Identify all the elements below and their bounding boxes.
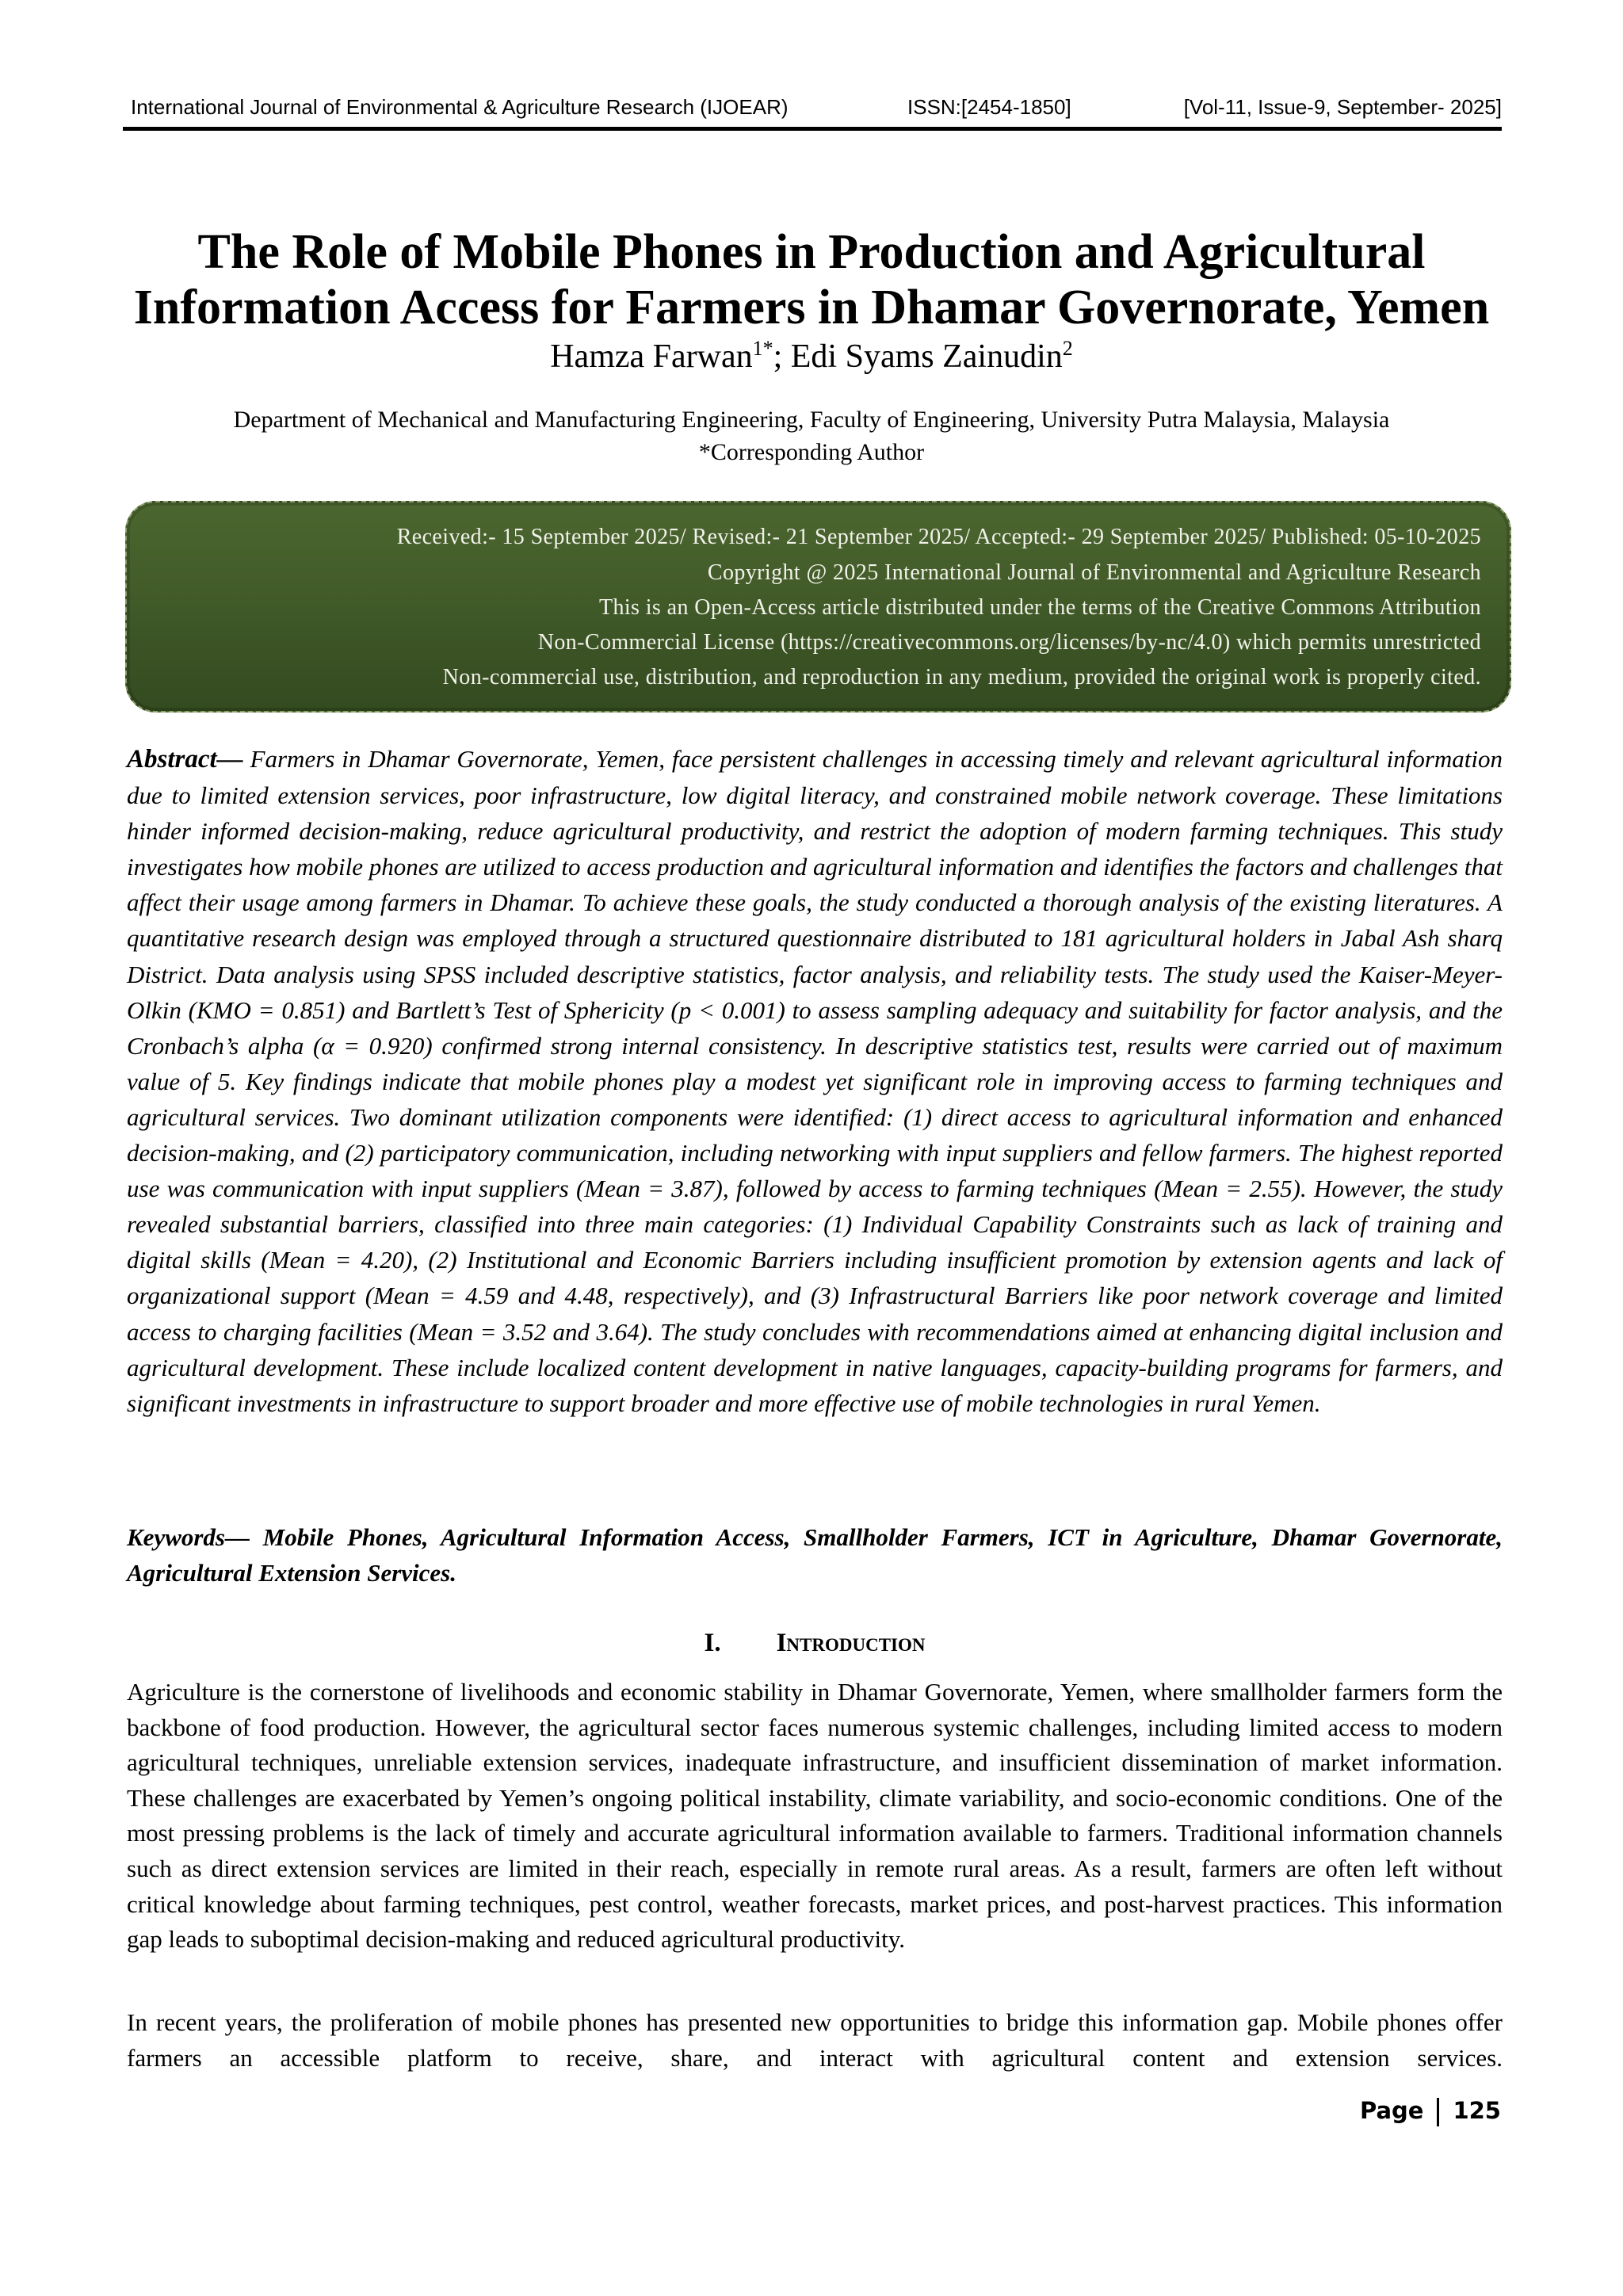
page-footer xyxy=(1360,2092,1501,2129)
section-number: I. xyxy=(704,1629,721,1657)
affiliation-block xyxy=(79,403,1544,468)
section-title: Introduction xyxy=(776,1629,926,1657)
body-paragraph: Agriculture is the cornerstone of livelihoods and economic stability in Dhamar Governorate, Yemen, where smallholder farmers form the backbone of food production. However, the agricultural sector faces numerous systemic challenges, including limited access to modern agricultural techniques, unreliable extension services, inadequate infrastructure, and insufficient dissemination of market information. These challenges are exacerbated by Yemen’s ongoing political instability, climate variability, and socio-economic conditions. One of the most pressing problems is the lack of timely and accurate agricultural information available to farmers. Traditional information channels such as direct extension services are limited in their reach, especially in remote rural areas. As a result, farmers are often left without critical knowledge about farming techniques, pest control, weather forecasts, market prices, and post-harvest practices. This information gap leads to suboptimal decision-making and reduced agricultural productivity. xyxy=(127,1678,1503,1954)
title-line: Information Access for Farmers in Dhamar Governorate, Yemen xyxy=(133,281,1490,334)
page-number: 125 xyxy=(1453,2097,1501,2124)
running-header xyxy=(127,94,1502,128)
author-affiliation-mark: 2 xyxy=(1062,337,1073,360)
paper-title xyxy=(79,224,1544,335)
publication-dates: Received:- 15 September 2025/ Revised:- 21 September 2025/ Accepted:- 29 September 2025/ Published: 05-10-2025 xyxy=(396,525,1481,549)
abstract xyxy=(127,741,1503,1421)
section-heading xyxy=(127,1626,1503,1660)
header-volume-issue: [Vol-11, Issue-9, September- 2025] xyxy=(1183,95,1502,119)
keywords: Keywords— Mobile Phones, Agricultural Information Access, Smallholder Farmers, ICT in Agriculture, Dhamar Governorate, Agricultural Extension Services. xyxy=(127,1523,1503,1587)
author-list xyxy=(79,337,1544,376)
page-separator xyxy=(1437,2098,1439,2126)
header-issn: ISSN:[2454-1850] xyxy=(907,95,1071,119)
author-affiliation-mark: 1* xyxy=(752,337,773,360)
license-line: Copyright @ 2025 International Journal of Environmental and Agriculture Research xyxy=(707,560,1481,585)
author-name: Edi Syams Zainudin xyxy=(790,338,1063,375)
author-name: Hamza Farwan xyxy=(550,338,753,375)
corresponding-author-note: *Corresponding Author xyxy=(698,439,925,465)
header-rule xyxy=(123,127,1502,131)
title-line: The Role of Mobile Phones in Production and Agricultural xyxy=(197,225,1426,279)
abstract-label: Abstract— xyxy=(127,745,243,774)
affiliation-text: Department of Mechanical and Manufacturing Engineering, Faculty of Engineering, University Putra Malaysia, Malaysia xyxy=(233,407,1390,433)
license-box xyxy=(125,501,1511,712)
license-line: Non-commercial use, distribution, and reproduction in any medium, provided the original work is properly cited. xyxy=(442,665,1481,690)
license-line: This is an Open-Access article distributed under the terms of the Creative Commons Attribution xyxy=(598,595,1481,620)
header-journal-name: International Journal of Environmental & Agriculture Research (IJOEAR) xyxy=(131,95,789,119)
page-label: Page xyxy=(1359,2097,1424,2124)
abstract-text: Farmers in Dhamar Governorate, Yemen, face persistent challenges in accessing timely and relevant agricultural information due to limited extension services, poor infrastructure, low digital literacy, and constrained mobile network coverage. These limitations hinder informed decision-making, reduce agricultural productivity, and restrict the adoption of modern farming techniques. This study investigates how mobile phones are utilized to access production and agricultural information and identifies the factors and challenges that affect their usage among farmers in Dhamar. To achieve these goals, the study conducted a thorough analysis of the existing literatures. A quantitative research design was employed through a structured questionnaire distributed to 181 agricultural holders in Jabal Ash sharq District. Data analysis using SPSS included descriptive statistics, factor analysis, and reliability tests. The study used the Kaiser-Meyer-Olkin (KMO = 0.851) and Bartlett’s Test of Sphericity (p < 0.001) to assess sampling adequacy and suitability for factor analysis, and the Cronbach’s alpha (α = 0.920) confirmed strong internal consistency. In descriptive statistics test, results were carried out of maximum value of 5. Key findings indicate that mobile phones play a modest yet significant role in improving access to farming techniques and agricultural services. Two dominant utilization components were identified: (1) direct access to agricultural information and enhanced decision-making, and (2) participatory communication, including networking with input suppliers and fellow farmers. The highest reported use was communication with input suppliers (Mean = 3.87), followed by access to farming techniques (Mean = 2.55). However, the study revealed substantial barriers, classified into three main categories: (1) Individual Capability Constraints such as lack of training and digital skills (Mean = 4.20), (2) Institutional and Economic Barriers including insufficient promotion by extension agents and lack of organizational support (Mean = 4.59 and 4.48, respectively), and (3) Infrastructural Barriers like poor network coverage and limited access to charging facilities (Mean = 3.52 and 3.64). The study concludes with recommendations aimed at enhancing digital inclusion and agricultural development. These include localized content development in native languages, capacity-building programs for farmers, and significant investments in infrastructure to support broader and more effective use of mobile technologies in rural Yemen. xyxy=(127,745,1503,1417)
author-separator: ; xyxy=(773,338,791,375)
body-paragraph: In recent years, the proliferation of mobile phones has presented new opportunities to bridge this information gap. Mobile phones offer farmers an accessible platform to receive, share, and interact with agricultural content and extension services. xyxy=(127,2008,1503,2072)
license-line: Non-Commercial License (https://creativecommons.org/licenses/by-nc/4.0) which permits unrestricted xyxy=(537,630,1481,655)
